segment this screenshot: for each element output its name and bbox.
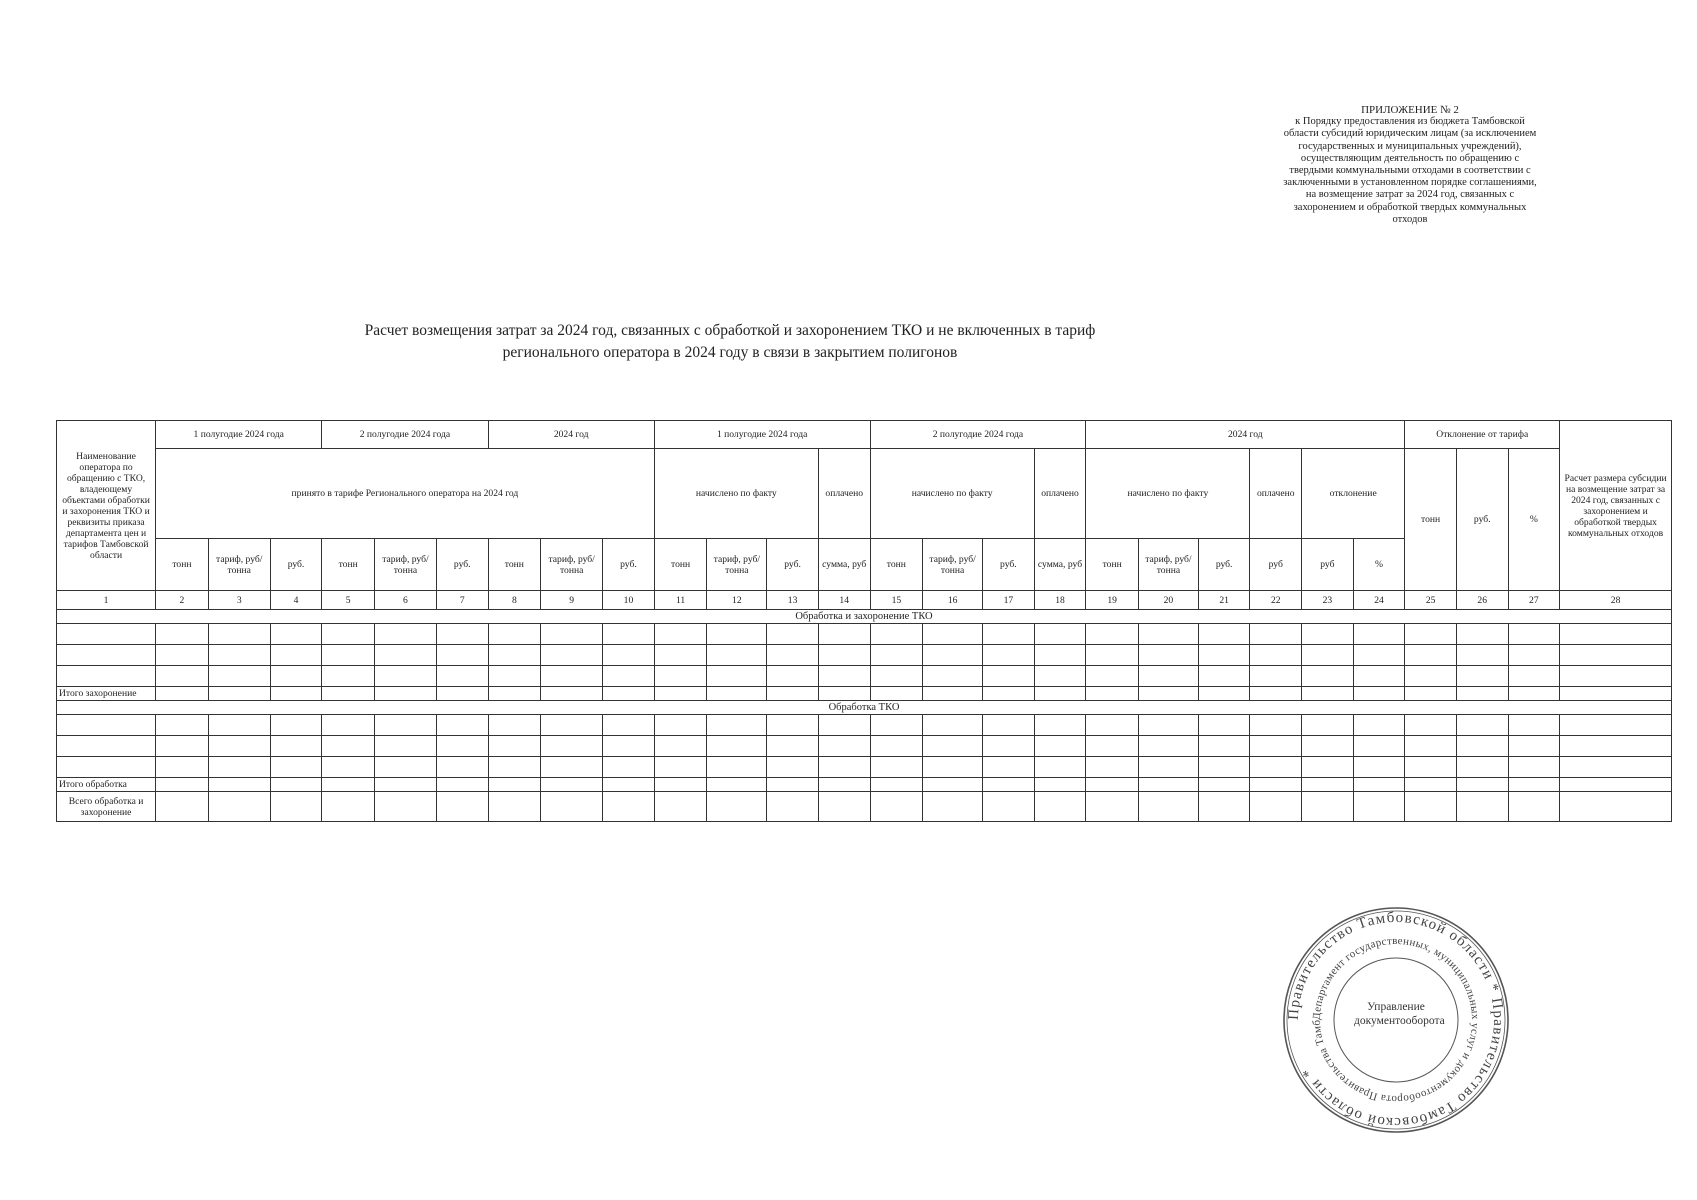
blank-row [57, 666, 1672, 687]
col-number: 2 [156, 591, 209, 610]
blank-row [57, 715, 1672, 736]
section-processing-title: Обработка ТКО [57, 701, 1672, 715]
appendix-line: захоронением и обработкой твердых коммунальных [1293, 201, 1527, 213]
grand-total-label: Всего обработка и захоронение [57, 792, 156, 822]
header-unit: тонн [654, 539, 707, 591]
header-unit: тонн [488, 539, 541, 591]
grand-total-row [57, 792, 1672, 822]
header-deviation: Отклонение от тарифа [1405, 421, 1560, 449]
stamp-center-text: Управление документооборота [1354, 1001, 1445, 1027]
header-fact-h1: 1 полугодие 2024 года [654, 421, 870, 449]
header-period-h1: 1 полугодие 2024 года [156, 421, 322, 449]
appendix-line: к Порядку предоставления из бюджета Тамбовской [1295, 116, 1525, 128]
col-number: 16 [923, 591, 983, 610]
col-number: 19 [1086, 591, 1139, 610]
col-number: 25 [1405, 591, 1457, 610]
header-unit: тонн [156, 539, 209, 591]
col-number: 17 [983, 591, 1035, 610]
header-dev-unit: % [1508, 449, 1560, 591]
header-unit: руб. [1198, 539, 1250, 591]
header-unit: руб. [270, 539, 322, 591]
header-unit: руб. [983, 539, 1035, 591]
header-unit: сумма, руб [1034, 539, 1086, 591]
svg-text:Департамент государственных, м: Департамент государственных, муниципальных услуг и документооборота Правительства Тамб [1310, 934, 1482, 1106]
appendix-line: области субсидий юридическим лицам (за исключением [1283, 128, 1537, 140]
section-disposal-title: Обработка и захоронение ТКО [57, 610, 1672, 624]
col-number: 21 [1198, 591, 1250, 610]
header-unit: руб. [436, 539, 488, 591]
header-unit: % [1353, 539, 1405, 591]
header-dev-unit: руб. [1456, 449, 1508, 591]
header-paid-h1: оплачено [818, 449, 870, 539]
header-unit: тариф, руб/тонна [374, 539, 436, 591]
header-unit: тонн [1086, 539, 1139, 591]
total-disposal-label: Итого захоронение [57, 687, 156, 701]
header-period-year: 2024 год [488, 421, 654, 449]
header-unit: тонн [870, 539, 923, 591]
header-unit: руб. [603, 539, 655, 591]
blank-row [57, 645, 1672, 666]
header-fact-year: 2024 год [1086, 421, 1405, 449]
header-period-h2: 2 полугодие 2024 года [322, 421, 488, 449]
col-number: 8 [488, 591, 541, 610]
header-unit: руб [1302, 539, 1354, 591]
col-number: 5 [322, 591, 375, 610]
header-unit: руб. [767, 539, 819, 591]
appendix-block [1245, 104, 1575, 226]
header-accrued-h2: начислено по факту [870, 449, 1034, 539]
calculation-table [56, 420, 1672, 822]
header-unit: руб [1250, 539, 1302, 591]
col-number: 6 [374, 591, 436, 610]
header-unit: тариф, руб/тонна [707, 539, 767, 591]
header-paid-h2: оплачено [1034, 449, 1086, 539]
col-number: 12 [707, 591, 767, 610]
section-row [57, 610, 1672, 624]
col-number: 26 [1456, 591, 1508, 610]
appendix-line: твердыми коммунальными отходами в соответствии с [1289, 165, 1531, 177]
official-stamp [1282, 906, 1510, 1134]
appendix-line: на возмещение затрат за 2024 год, связанных с [1305, 189, 1515, 201]
col-number: 13 [767, 591, 819, 610]
appendix-heading: ПРИЛОЖЕНИЕ № 2 [1361, 104, 1459, 116]
col-number: 11 [654, 591, 707, 610]
header-accrued-year: начислено по факту [1086, 449, 1250, 539]
header-dev-unit: тонн [1405, 449, 1457, 591]
section-row [57, 701, 1672, 715]
header-subsidy: Расчет размера субсидии на возмещение затрат за 2024 год, связанных с захоронением и обработкой твердых коммунальных отходов [1560, 421, 1672, 591]
header-unit: тонн [322, 539, 375, 591]
header-unit: тариф, руб/тонна [1138, 539, 1198, 591]
header-unit: тариф, руб/тонна [541, 539, 603, 591]
header-unit: тариф, руб/тонна [208, 539, 270, 591]
total-processing-row [57, 778, 1672, 792]
col-number: 27 [1508, 591, 1560, 610]
col-number: 10 [603, 591, 655, 610]
title-line-1: Расчет возмещения затрат за 2024 год, связанных с обработкой и захоронением ТКО и не включенных в тариф [364, 322, 1096, 339]
appendix-line: государственных и муниципальных учреждений), [1298, 140, 1522, 152]
title-line-2: регионального оператора в 2024 году в связи в закрытием полигонов [502, 344, 958, 361]
svg-text:Правительство Тамбовской облас: Правительство Тамбовской области * Правительство Тамбовской области * [1285, 909, 1507, 1131]
header-unit: тариф, руб/тонна [923, 539, 983, 591]
header-unit: сумма, руб [818, 539, 870, 591]
col-number: 18 [1034, 591, 1086, 610]
col-number: 9 [541, 591, 603, 610]
blank-row [57, 736, 1672, 757]
col-number: 7 [436, 591, 488, 610]
header-operator: Наименование оператора по обращению с ТКО, владеющему объектами обработки и захоронения ТКО и реквизиты приказа департамента цен и тарифов Тамбовской области [57, 421, 156, 591]
header-deviation-sub: отклонение [1302, 449, 1405, 539]
header-paid-year: оплачено [1250, 449, 1302, 539]
total-processing-label: Итого обработка [57, 778, 156, 792]
header-accrued-h1: начислено по факту [654, 449, 818, 539]
appendix-line: отходов [1392, 213, 1428, 225]
document-title [300, 320, 1160, 364]
total-disposal-row [57, 687, 1672, 701]
appendix-line: заключенными в установленном порядке соглашениями, [1283, 177, 1537, 189]
appendix-line: осуществляющим деятельность по обращению с [1300, 152, 1520, 164]
col-number: 20 [1138, 591, 1198, 610]
col-number: 28 [1560, 591, 1672, 610]
column-number-row [57, 591, 1672, 610]
blank-row [57, 624, 1672, 645]
calculation-table-wrap [56, 420, 1672, 822]
col-number: 3 [208, 591, 270, 610]
col-number: 23 [1302, 591, 1354, 610]
blank-row [57, 757, 1672, 778]
col-number: 15 [870, 591, 923, 610]
col-number: 1 [57, 591, 156, 610]
col-number: 14 [818, 591, 870, 610]
col-number: 4 [270, 591, 322, 610]
header-accepted: принято в тарифе Регионального оператора на 2024 год [156, 449, 655, 539]
col-number: 22 [1250, 591, 1302, 610]
header-fact-h2: 2 полугодие 2024 года [870, 421, 1086, 449]
col-number: 24 [1353, 591, 1405, 610]
